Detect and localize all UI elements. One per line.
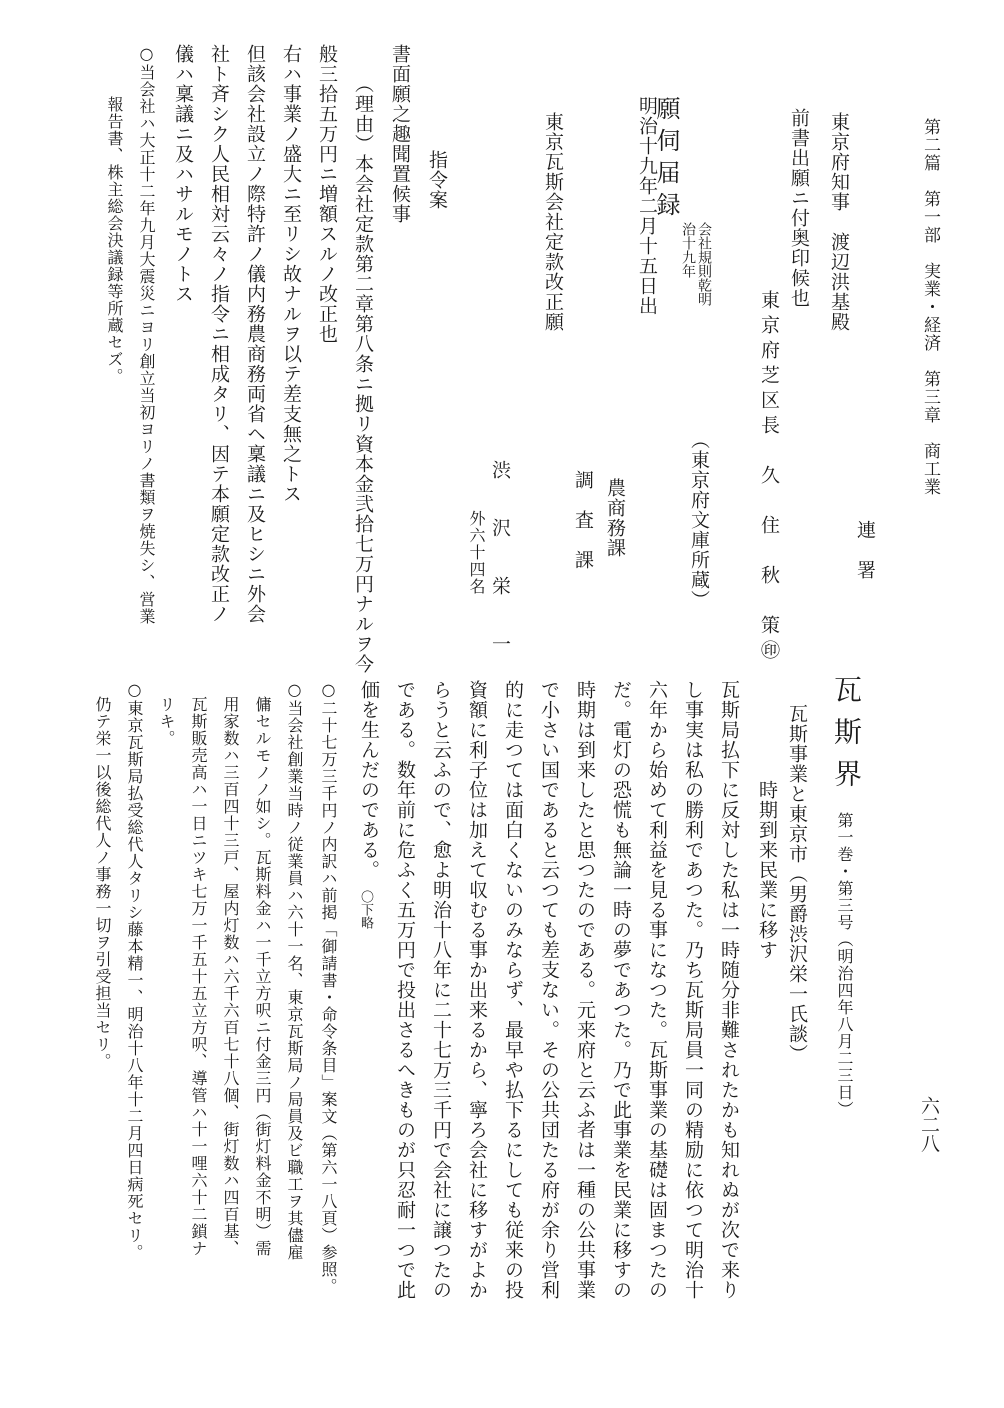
article-line: だ。電灯の恐慌も無論一時の夢であつた。乃で此事業を民業に移すの [610, 680, 632, 1300]
page-number: 六二八 [918, 1096, 940, 1153]
article-line: し事実は私の勝利であつた。乃ち瓦斯局員一同の精励に依つて明治十 [682, 680, 704, 1300]
footnote-line: 瓦斯販売高ハ一日ニツキ七万一千五十五立方呎、導管ハ十一哩六十二鎖ナ [189, 696, 208, 1257]
running-title: 第二篇 第一部 実業・経済 第三章 商工業 [920, 118, 940, 496]
addressee: 東京府知事 渡辺洪基殿 [828, 112, 850, 332]
footnote-line: リキ。 [157, 696, 176, 747]
omission-mark: 〇下略 [358, 890, 373, 929]
reason-line-3: 右ハ事業ノ盛大ニ至リシ故ナルヲ以テ差支無之トス [280, 44, 302, 504]
note-line-1: ○当会社ハ大正十二年九月大震災ニヨリ創立当初ヨリノ書類ヲ焼失シ、営業 [137, 44, 156, 625]
reason-line-5: 社ト斉シク人民相対云々ノ指令ニ相成タリ、因テ本願定款改正ノ [208, 44, 230, 624]
footnote-line: ○当会社創業当時ノ従業員ハ六十一名、東京瓦斯局ノ局員及ビ職工ヲ其儘雇 [285, 680, 304, 1261]
article-line: である。数年前に危ふく五万円で投出さるへきものが只忍耐一つで此 [394, 680, 416, 1300]
signer-name: 渋 沢 栄 一 [489, 460, 511, 663]
department-2: 調 査 課 [572, 470, 594, 570]
record-title: 願伺届録 [652, 96, 680, 224]
article-line: 瓦斯局払下に反対した私は一時随分非難されたかも知れぬが次で来り [718, 680, 740, 1300]
note-line-2: 報告書、株主総会決議録等所蔵セズ。 [105, 96, 124, 385]
article-subtitle: 時期到来民業に移す [756, 780, 778, 960]
reason-line-4: 但該会社設立ノ際特許ノ儀内務農商務両省ヘ稟議ニ及ヒシニ外会 [244, 44, 266, 624]
article-line: 価を生んだのである。 [358, 680, 380, 880]
signatories-label: 連 署 [854, 520, 876, 580]
magazine-title: 瓦斯界 [830, 675, 863, 801]
footnote-line: ○東京瓦斯局払受総代人タリシ藤本精一、明治十八年十二月四日病死セリ。 [125, 680, 144, 1261]
footnote-line: ○二十七万三千円ノ内訳ハ前掲「御請書・命令条目」案文（第六一八頁）参照。 [319, 680, 338, 1295]
petition-title: 東京瓦斯会社定款改正願 [542, 112, 564, 332]
issue-line: 第一巻・第三号（明治四年八月二三日） [835, 812, 854, 1118]
footnote-line: 用家数ハ三百四十三戸、屋内灯数ハ六千六百七十八個、街灯数ハ四百基、 [221, 696, 240, 1257]
article-line: で小さい国であると云つても差支ない。その公共団たる府が余り営利 [538, 680, 560, 1300]
others-count: 外六十四名 [467, 510, 486, 595]
footnote-line: 傭セルモノノ如シ。瓦斯料金ハ一千立方呎ニ付金三円（街灯料金不明）需 [253, 696, 272, 1257]
article-line: らうと云ふので、愈よ明治十八年に二十七万三千円で会社に譲つたの [430, 680, 452, 1300]
record-gloss: 会社規則乾明治十九年 [680, 222, 712, 306]
article-title: 瓦斯事業と東京市（男爵渋沢栄一氏談） [786, 704, 808, 1064]
footnote-line: 仍テ栄一以後総代人ノ事務一切ヲ引受担当セリ。 [93, 696, 112, 1070]
reason-line-1: （理由）本会社定款第二章第八条ニ拠リ資本金弐拾七万円ナルヲ今 [352, 74, 374, 674]
article-line: 的に走つては面白くないのみならず、最早や払下るにしても従来の投 [502, 680, 524, 1300]
directive-text: 書面願之趣聞置候事 [389, 44, 411, 224]
archive-note: （東京府文庫所蔵） [688, 430, 710, 610]
department-1: 農商務課 [604, 478, 626, 558]
article-line: 資額に利子位は加えて収むる事か出来るから、寧ろ会社に移すがよか [466, 680, 488, 1300]
article-line: 時期は到来したと思つたのである。元来府と云ふ者は一種の公共事業 [574, 680, 596, 1300]
record-date: 明治十九年二月十五日出 [636, 96, 658, 316]
ward-chief: 東京府芝区長 久 住 秋 策㊞ [758, 290, 780, 665]
reason-line-2: 般三拾五万円ニ増額スルノ改正也 [316, 44, 338, 344]
reason-line-6: 儀ハ稟議ニ及ハサルモノトス [172, 44, 194, 304]
article-line: 六年から始めて利益を見る事になつた。瓦斯事業の基礎は固まつたの [646, 680, 668, 1300]
directive-label: 指令案 [426, 150, 448, 210]
forwarding-line: 前書出願ニ付奥印候也 [788, 108, 810, 308]
